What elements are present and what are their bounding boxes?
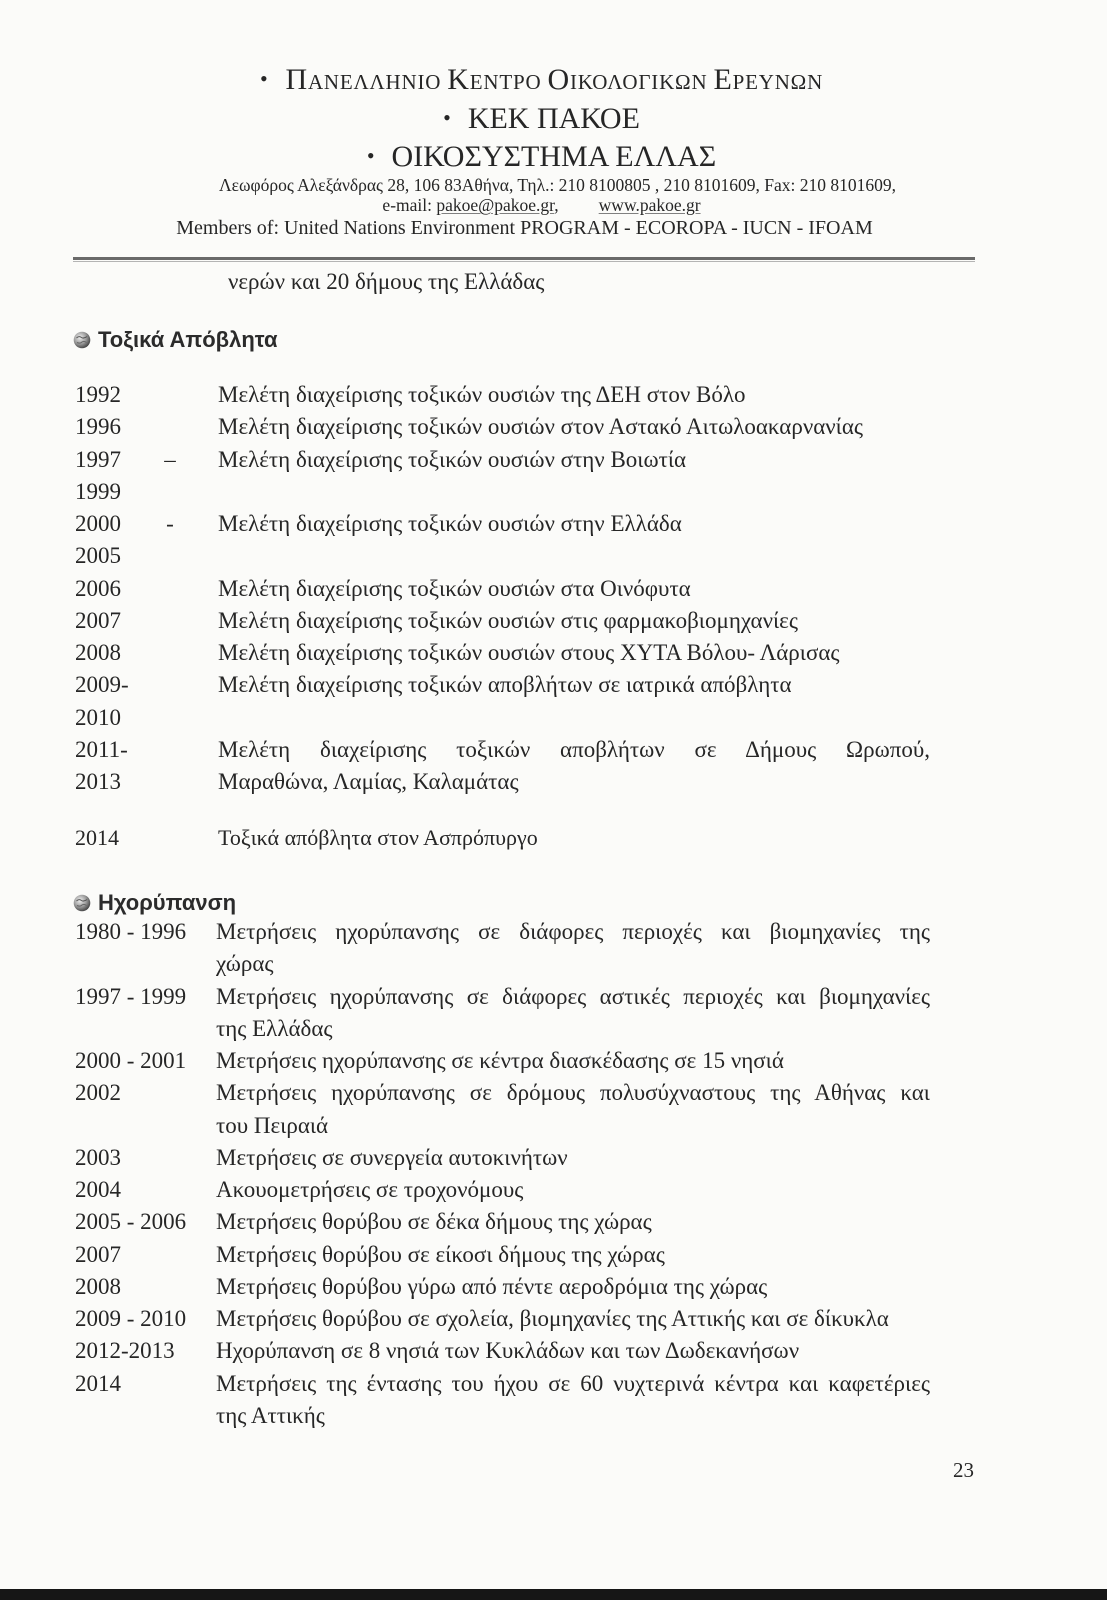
- year-line: 2007: [75, 1241, 121, 1267]
- table-row: [75, 379, 930, 411]
- separator: –: [164, 446, 176, 472]
- table-row: [75, 734, 930, 799]
- year-line: 2012-2013: [75, 1338, 175, 1364]
- description-cell: [216, 1206, 930, 1238]
- table-row: [75, 508, 930, 573]
- description-cell: [190, 669, 930, 734]
- year-cell: [75, 1239, 216, 1271]
- description-line: Τοξικά απόβλητα στον Ασπρόπυργο: [218, 825, 538, 850]
- year-cell: [75, 669, 150, 734]
- year-line: 2002: [75, 1080, 121, 1106]
- table-row: [75, 1077, 930, 1142]
- table-row: [75, 916, 930, 981]
- year-line: 2013: [75, 769, 121, 794]
- year-line: 1980 - 1996: [75, 919, 187, 944]
- separator-cell: [150, 379, 190, 411]
- table-row: [75, 444, 930, 509]
- contact-line: [0, 194, 1083, 216]
- table-row: [75, 822, 930, 854]
- year-line: 2008: [75, 1273, 121, 1299]
- description-cell: [190, 734, 930, 799]
- description-cell: [216, 1368, 930, 1433]
- description-line: Μετρήσεις σε συνεργεία αυτοκινήτων: [216, 1144, 568, 1170]
- year-line: 1992: [75, 382, 121, 407]
- org-name: ΠΑΝΕΛΛΗΝΙΟ ΚΕΝΤΡΟ ΟΙΚΟΛΟΓΙΚΩΝ ΕΡΕΥΝΩΝ: [285, 63, 824, 96]
- year-line: 2000 - 2001: [75, 1048, 187, 1073]
- description-cell: [190, 573, 930, 605]
- description-line: Μετρήσεις της έντασης του ήχου σε 60 νυχτερινά κέντρα και καφετέριες: [216, 1370, 930, 1396]
- description-cell: [190, 379, 930, 411]
- year-line: 1997: [75, 446, 121, 472]
- year-cell: [75, 573, 150, 605]
- members-line: Members of: United Nations Environment PROGRAM - ECOROPA - IUCN - IFOAM: [176, 217, 873, 239]
- description-cell: [190, 822, 930, 854]
- description-cell: [190, 444, 930, 509]
- year-cell: [75, 411, 150, 443]
- description-line: Μελέτη διαχείρισης τοξικών αποβλήτων σε ιατρικά απόβλητα: [218, 672, 792, 698]
- org-name-line: [0, 62, 1083, 98]
- section-title: Τοξικά Απόβλητα: [98, 327, 278, 352]
- year-line: 2009-: [75, 672, 129, 698]
- globe-icon: [73, 894, 91, 912]
- table-row: [75, 1239, 930, 1271]
- table-row: [75, 1368, 930, 1433]
- page-number: 23: [953, 1458, 974, 1482]
- description-line: Μελέτη διαχείρισης τοξικών ουσιών στην Βοιωτία: [218, 446, 687, 472]
- description-line: Μελέτη διαχείρισης τοξικών ουσιών στις φαρμακοβιομηχανίες: [218, 607, 798, 633]
- description-line: Μετρήσεις ηχορύπανσης σε διάφορες περιοχές και βιομηχανίες της: [216, 919, 930, 944]
- year-cell: [75, 508, 150, 573]
- year-line: 2005: [75, 543, 121, 569]
- toxic-waste-table: [75, 379, 930, 798]
- description-cell: [216, 1077, 930, 1142]
- description-line: Μετρήσεις ηχορύπανσης σε διάφορες αστικές περιοχές και βιομηχανίες: [216, 983, 930, 1009]
- description-line: της Αττικής: [216, 1402, 325, 1428]
- description-line: Μετρήσεις θορύβου σε σχολεία, βιομηχανίες της Αττικής και σε δίκυκλα: [216, 1306, 889, 1331]
- bullet: •: [443, 105, 451, 130]
- year-line: 2003: [75, 1144, 121, 1170]
- year-cell: [75, 734, 150, 799]
- address-line: Λεωφόρος Αλεξάνδρας 28, 106 83Αθήνα, Τηλ.: 210 8100805 , 210 8101609, Fax: 210 8101609,: [218, 175, 897, 195]
- table-row: [75, 1142, 930, 1174]
- year-line: 2005 - 2006: [75, 1209, 187, 1235]
- year-cell: [75, 916, 216, 981]
- year-line: 2011-: [75, 736, 128, 762]
- table-row: [75, 1045, 930, 1077]
- table-row: [75, 605, 930, 637]
- table-row: [75, 1271, 930, 1303]
- separator-cell: [150, 669, 190, 734]
- year-cell: [75, 1045, 216, 1077]
- year-cell: [75, 1142, 216, 1174]
- description-cell: [216, 1174, 930, 1206]
- table-row: [75, 1335, 930, 1367]
- header-rule: [73, 257, 975, 260]
- description-cell: [190, 637, 930, 669]
- separator-cell: [150, 734, 190, 799]
- description-cell: [216, 1303, 930, 1335]
- year-cell: [75, 1335, 216, 1367]
- year-cell: [75, 1368, 216, 1433]
- description-cell: [216, 1271, 930, 1303]
- description-cell: [216, 1045, 930, 1077]
- year-cell: [75, 981, 216, 1046]
- year-cell: [75, 1077, 216, 1142]
- description-line: Μετρήσεις ηχορύπανσης σε δρόμους πολυσύχναστους της Αθήνας και: [216, 1080, 930, 1106]
- description-cell: [216, 916, 930, 981]
- table-row: [75, 981, 930, 1046]
- description-line: Μετρήσεις θορύβου σε δέκα δήμους της χώρας: [216, 1209, 652, 1235]
- kek-line: [0, 101, 1083, 137]
- description-line: της Ελλάδας: [216, 1015, 333, 1041]
- separator-cell: [150, 508, 190, 573]
- description-line: Μελέτη διαχείρισης τοξικών αποβλήτων σε Δήμους Ωρωπού,: [218, 736, 930, 762]
- description-line: Μελέτη διαχείρισης τοξικών ουσιών στον Αστακό Αιτωλοακαρνανίας: [218, 414, 864, 440]
- year-line: 2004: [75, 1177, 121, 1202]
- description-line: Ακουομετρήσεις σε τροχονόμους: [216, 1177, 524, 1202]
- year-cell: [75, 1174, 216, 1206]
- separator-cell: [150, 444, 190, 509]
- description-line: χώρας: [216, 951, 274, 977]
- year-cell: [75, 822, 150, 854]
- description-cell: [216, 1239, 930, 1271]
- year-line: 1996: [75, 414, 121, 440]
- description-line: Μαραθώνα, Λαμίας, Καλαμάτας: [218, 769, 519, 794]
- ecosystem-line: [0, 139, 1083, 175]
- year-cell: [75, 605, 150, 637]
- year-line: 2014: [75, 825, 119, 850]
- section-title: Ηχορύπανση: [98, 890, 237, 915]
- description-line: του Πειραιά: [216, 1112, 329, 1138]
- description-line: Μελέτη διαχείρισης τοξικών ουσιών στην Ελλάδα: [218, 511, 682, 536]
- year-line: 2014: [75, 1370, 121, 1396]
- separator-cell: [150, 573, 190, 605]
- continuation-text: νερών και 20 δήμους της Ελλάδας: [228, 269, 545, 294]
- description-line: Μελέτη διαχείρισης τοξικών ουσιών στους ΧΥΤΑ Βόλου- Λάρισας: [218, 640, 840, 665]
- description-line: Μετρήσεις θορύβου σε είκοσι δήμους της χώρας: [216, 1241, 665, 1267]
- bullet: •: [259, 66, 269, 91]
- globe-icon: [73, 331, 91, 349]
- table-row: [75, 669, 930, 734]
- section-heading-toxic: [73, 327, 473, 353]
- separator-cell: [150, 822, 190, 854]
- email-comma: ,: [554, 195, 559, 215]
- description-line: Μελέτη διαχείρισης τοξικών ουσιών της ΔΕΗ στον Βόλο: [218, 382, 746, 407]
- separator: -: [166, 511, 174, 536]
- description-line: Μελέτη διαχείρισης τοξικών ουσιών στα Οινόφυτα: [218, 575, 691, 601]
- description-cell: [190, 508, 930, 573]
- year-line: 1999: [75, 478, 121, 504]
- year-line: 1997 - 1999: [75, 983, 187, 1009]
- year-line: 2010: [75, 704, 121, 730]
- table-row: [75, 637, 930, 669]
- kek-name: ΚΕΚ ΠΑΚΟΕ: [467, 102, 640, 135]
- year-cell: [75, 379, 150, 411]
- table-row: [75, 1206, 930, 1238]
- table-row: [75, 1174, 930, 1206]
- description-cell: [216, 981, 930, 1046]
- table-row: [75, 1303, 930, 1335]
- bullet: •: [366, 143, 375, 168]
- toxic-waste-table-extra: [75, 822, 930, 854]
- noise-pollution-table: [75, 916, 930, 1432]
- separator-cell: [150, 637, 190, 669]
- year-line: 2008: [75, 640, 121, 665]
- year-cell: [75, 1271, 216, 1303]
- website-link: www.pakoe.gr: [598, 195, 701, 215]
- table-row: [75, 573, 930, 605]
- description-line: Μετρήσεις ηχορύπανσης σε κέντρα διασκέδασης σε 15 νησιά: [216, 1048, 784, 1073]
- year-cell: [75, 1303, 216, 1335]
- description-line: Ηχορύπανση σε 8 νησιά των Κυκλάδων και των Δωδεκανήσων: [216, 1338, 800, 1364]
- year-line: 2006: [75, 575, 121, 601]
- email-label: e-mail:: [382, 195, 432, 215]
- year-line: 2000: [75, 511, 121, 536]
- ecosystem-name: ΟΙΚΟΣΥΣΤΗΜΑ ΕΛΛΑΣ: [391, 140, 717, 173]
- description-cell: [216, 1142, 930, 1174]
- year-cell: [75, 637, 150, 669]
- description-line: Μετρήσεις θορύβου γύρω από πέντε αεροδρόμια της χώρας: [216, 1273, 768, 1299]
- separator-cell: [150, 605, 190, 637]
- scan-edge: [0, 1589, 1107, 1600]
- description-cell: [216, 1335, 930, 1367]
- email-link: pakoe@pakoe.gr: [436, 195, 555, 215]
- description-cell: [190, 605, 930, 637]
- header-rule-shadow: [73, 261, 975, 262]
- description-cell: [190, 411, 930, 443]
- year-cell: [75, 444, 150, 509]
- year-line: 2009 - 2010: [75, 1306, 187, 1331]
- year-cell: [75, 1206, 216, 1238]
- separator-cell: [150, 411, 190, 443]
- section-heading-noise: [73, 890, 473, 916]
- table-row: [75, 411, 930, 443]
- year-line: 2007: [75, 607, 121, 633]
